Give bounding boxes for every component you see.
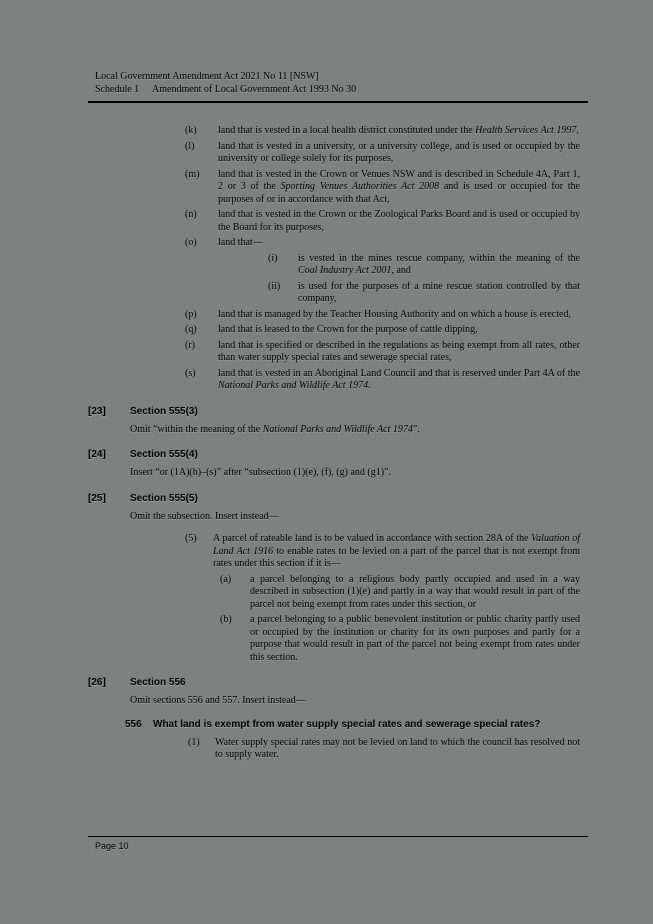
inserted-section-heading bbox=[125, 718, 568, 731]
item-label: (s) bbox=[185, 367, 196, 379]
subitem-label: (ii) bbox=[268, 280, 281, 292]
act-name: Health Services Act 1997 bbox=[475, 125, 577, 136]
act-name: Sporting Venues Authorities Act 2008 bbox=[280, 181, 440, 192]
amendment-ref: [26] bbox=[88, 677, 106, 688]
act-name: Valuation of Land Act 1916 bbox=[213, 533, 580, 557]
header-rule bbox=[88, 101, 588, 103]
list-item-l bbox=[185, 141, 580, 166]
item-label: (l) bbox=[185, 140, 195, 152]
item-text: land that is vested in the Crown or the Zoological Parks Board and is used or occupied by the Board for its purposes, bbox=[218, 209, 580, 233]
amendment-text: Omit “within the meaning of the bbox=[130, 423, 263, 435]
subitem-label: (i) bbox=[268, 252, 278, 264]
amendment-heading bbox=[88, 676, 580, 689]
amendment-section: Section 556 bbox=[130, 677, 186, 688]
running-header bbox=[95, 70, 580, 96]
amendment-text: ”. bbox=[412, 423, 420, 435]
act-name: Coal Industry Act 2001 bbox=[298, 265, 392, 276]
amendment-25 bbox=[88, 492, 580, 665]
item-text: land that is vested in a local health district constituted under the bbox=[218, 125, 476, 136]
item-label: (k) bbox=[185, 125, 197, 136]
section-title: What land is exempt from water supply special rates and sewerage special rates? bbox=[153, 718, 541, 730]
subitem-text: is used for the purposes of a mine rescue station controlled by that company, bbox=[298, 280, 580, 304]
list-item-k bbox=[185, 125, 580, 138]
item-label: (r) bbox=[185, 339, 195, 351]
list-item-s bbox=[185, 368, 580, 393]
item-text: land that is vested in an Aboriginal Land Council and that is reserved under Part 4A of the bbox=[218, 367, 580, 379]
amendment-heading bbox=[88, 405, 580, 418]
header-schedule-line bbox=[95, 83, 580, 96]
subitem-text: is vested in the mines rescue company, within the meaning of the bbox=[298, 252, 580, 264]
list-item-m bbox=[185, 169, 580, 207]
list-subitem-i bbox=[218, 253, 580, 278]
inserted-section-556 bbox=[125, 718, 580, 762]
paragraph-text: a parcel belonging to a public benevolent institution or public charity partly used or occupied by the institution or charity for its own purposes and partly for a purpose that would result in part of the parcel not being exempt from rates under this section. bbox=[250, 614, 580, 663]
item-text: land that is managed by the Teacher Housing Authority and on which a house is erected, bbox=[218, 308, 571, 320]
amendment-24 bbox=[88, 448, 580, 480]
amendment-ref: [23] bbox=[88, 405, 106, 417]
inserted-subsection-1 bbox=[188, 737, 580, 762]
amendment-heading bbox=[88, 448, 580, 461]
item-label: (o) bbox=[185, 237, 197, 248]
subsection-label: (5) bbox=[185, 533, 197, 544]
amendment-body: Omit the subsection. Insert instead— bbox=[130, 510, 279, 522]
act-name: National Parks and Wildlife Act 1974 bbox=[262, 423, 413, 435]
amendment-23 bbox=[88, 405, 580, 437]
item-text: land that is vested in a university, or a university college, and is used or occupied by the university or college solely for its purposes, bbox=[218, 140, 580, 164]
amendment-ref: [25] bbox=[88, 492, 106, 504]
item-label: (m) bbox=[185, 168, 200, 180]
amendment-26 bbox=[88, 676, 580, 762]
list-item-q bbox=[185, 324, 580, 337]
item-label: (p) bbox=[185, 308, 197, 320]
list-subitem-ii bbox=[218, 281, 580, 306]
inserted-paragraph-b bbox=[213, 614, 580, 664]
paragraph-list bbox=[185, 125, 580, 393]
paragraph-text: a parcel belonging to a religious body partly occupied and used in a way described in subsection (1)(e) and partly in a way that would result in part of the parcel not being exempt from rates under this section, or bbox=[250, 573, 580, 610]
item-text: land that— bbox=[218, 237, 263, 248]
amendment-body: Omit sections 556 and 557. Insert instead— bbox=[130, 695, 306, 706]
item-text: and is used or occupied for the purposes of or in accordance with that Act, bbox=[218, 181, 580, 205]
subsection-label: (1) bbox=[188, 736, 200, 748]
amendment-section: Section 555(5) bbox=[130, 492, 198, 504]
amendment-body bbox=[130, 424, 580, 437]
item-label: (q) bbox=[185, 324, 197, 335]
subsection-text: to enable rates to be levied on a part of the parcel that is not exempt from rates under this section if it is— bbox=[213, 545, 580, 569]
list-item-o bbox=[185, 237, 580, 306]
header-act-title: Local Government Amendment Act 2021 No 11 [NSW] bbox=[95, 71, 319, 82]
subsection-text: Water supply special rates may not be levied on land to which the council has resolved not to supply water. bbox=[215, 736, 580, 760]
amendment-heading bbox=[88, 492, 580, 505]
item-text: . bbox=[368, 380, 371, 391]
amendment-section: Section 555(4) bbox=[130, 449, 198, 460]
subsection-text: A parcel of rateable land is to be valued in accordance with section 28A of the bbox=[213, 533, 532, 544]
amendment-ref: [24] bbox=[88, 449, 106, 460]
inserted-paragraph-a bbox=[213, 574, 580, 612]
section-number: 556 bbox=[125, 718, 142, 730]
paragraph-label: (b) bbox=[220, 614, 232, 625]
list-item-p bbox=[185, 309, 580, 322]
act-name: National Parks and Wildlife Act 1974 bbox=[218, 380, 369, 391]
page-content bbox=[88, 70, 580, 762]
list-item-r bbox=[185, 340, 580, 365]
header-schedule-label: Schedule 1 bbox=[95, 84, 140, 95]
list-item-n bbox=[185, 209, 580, 234]
page-number: Page 10 bbox=[95, 841, 129, 851]
paragraph-label: (a) bbox=[220, 573, 232, 585]
header-schedule-title: Amendment of Local Government Act 1993 No 30 bbox=[152, 84, 357, 95]
item-text: land that is vested in the Crown or Venues NSW and is described in Schedule 4A, Part 1, 2 or 3 of the bbox=[218, 168, 580, 192]
item-label: (n) bbox=[185, 209, 197, 220]
item-text: land that is specified or described in the regulations as being exempt from all rates, other than water supply special rates and sewerage special rates, bbox=[218, 339, 580, 363]
amendment-section: Section 555(3) bbox=[130, 405, 198, 417]
footer-rule bbox=[88, 836, 588, 837]
subitem-text: , and bbox=[391, 265, 411, 276]
item-text: land that is leased to the Crown for the purpose of cattle dipping, bbox=[218, 324, 478, 335]
item-text: , bbox=[576, 125, 579, 136]
inserted-subsection-5 bbox=[185, 533, 580, 664]
amendment-body: Insert “or (1A)(h)–(s)” after “subsection (1)(e), (f), (g) and (g1)”. bbox=[130, 467, 391, 478]
